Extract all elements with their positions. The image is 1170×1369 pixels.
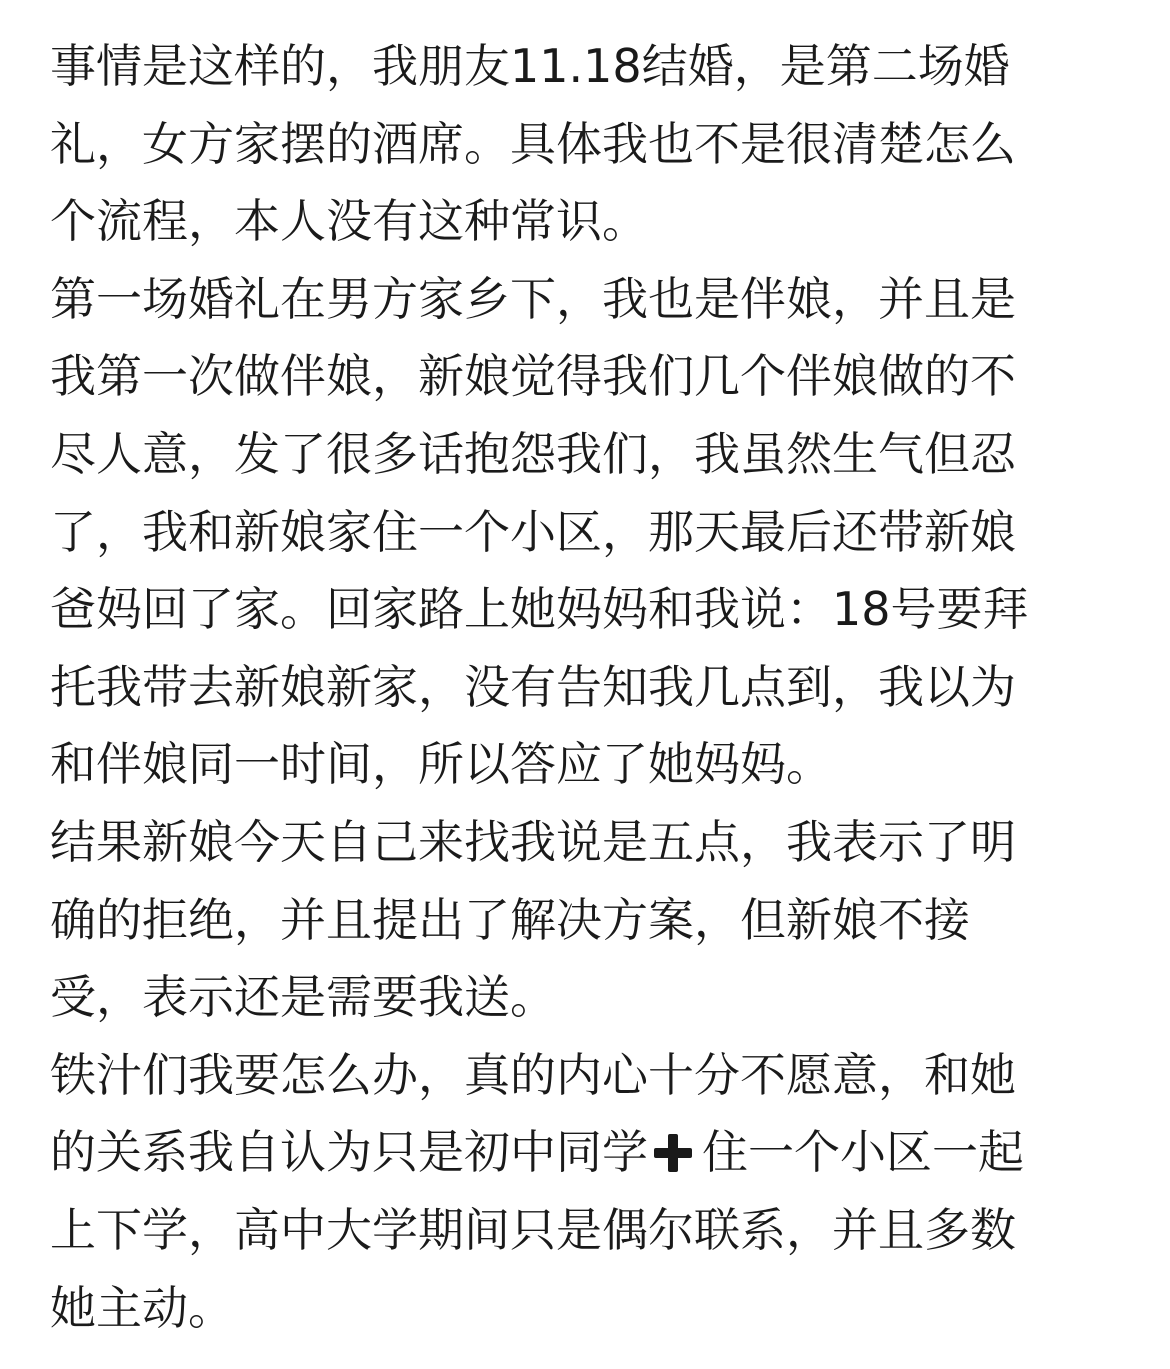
text-line-with-icon [50, 1114, 1140, 1192]
text-line: 了，我和新娘家住一个小区，那天最后还带新娘 [50, 504, 1016, 559]
text-line: 上下学，高中大学期间只是偶尔联系，并且多数 [50, 1202, 1016, 1257]
text-line: 我第一次做伴娘，新娘觉得我们几个伴娘做的不 [50, 349, 1016, 404]
text-line: 第一场婚礼在男方家乡下，我也是伴娘，并且是 [50, 271, 1016, 326]
text-line: 结果新娘今天自己来找我说是五点，我表示了明 [50, 814, 1016, 869]
heavy-plus-sign-icon [654, 1134, 692, 1172]
text-line: 受，表示还是需要我送。 [50, 970, 556, 1025]
text-line: 托我带去新娘新家，没有告知我几点到，我以为 [50, 659, 1016, 714]
text-segment: 住一个小区一起 [702, 1125, 1024, 1180]
text-line: 礼，女方家摆的酒席。具体我也不是很清楚怎么 [50, 116, 1016, 171]
post-body [50, 28, 1140, 1347]
text-line: 尽人意，发了很多话抱怨我们，我虽然生气但忍 [50, 426, 1016, 481]
text-line: 爸妈回了家。回家路上她妈妈和我说：18号要拜 [50, 582, 1029, 637]
text-line: 个流程，本人没有这种常识。 [50, 194, 648, 249]
text-line: 铁汁们我要怎么办，真的内心十分不愿意，和她 [50, 1047, 1016, 1102]
text-line: 事情是这样的，我朋友11.18结婚，是第二场婚 [50, 39, 1010, 93]
text-line: 她主动。 [50, 1280, 234, 1335]
text-line: 和伴娘同一时间，所以答应了她妈妈。 [50, 737, 832, 792]
text-segment: 的关系我自认为只是初中同学 [50, 1125, 648, 1180]
text-line: 确的拒绝，并且提出了解决方案，但新娘不接 [50, 892, 970, 947]
